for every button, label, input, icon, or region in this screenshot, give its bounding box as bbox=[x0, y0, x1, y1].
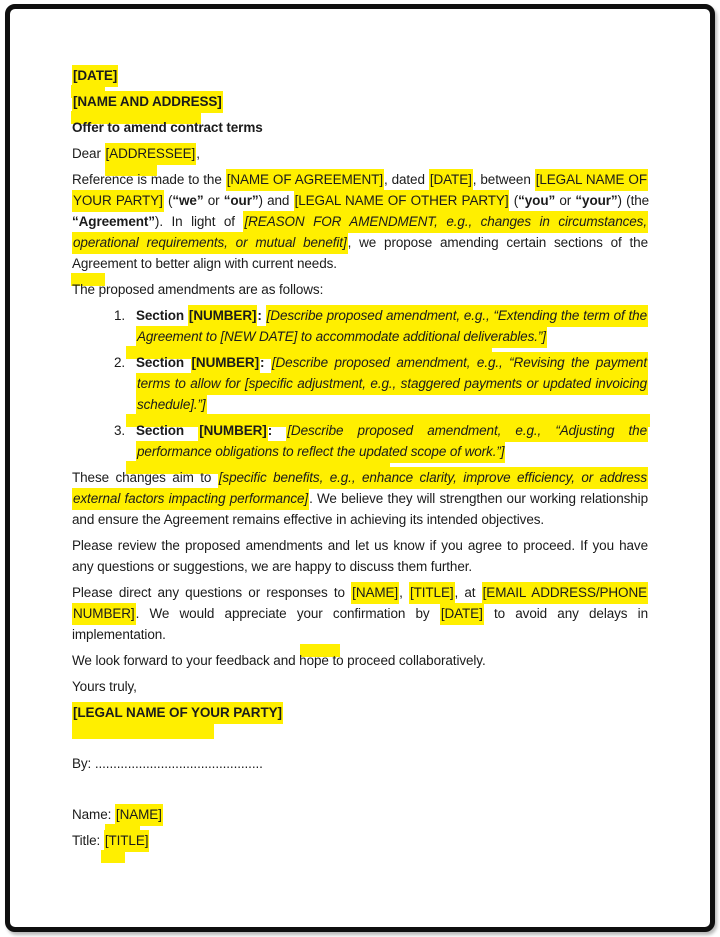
list-item-text bbox=[136, 352, 648, 415]
text-run: ( bbox=[163, 193, 173, 208]
placeholder-highlight: [LEGAL NAME OF YOUR PARTY] bbox=[72, 702, 283, 724]
text-run: : bbox=[257, 308, 262, 323]
signature-by-line bbox=[72, 753, 648, 774]
placeholder-highlight: [NUMBER] bbox=[191, 352, 260, 374]
text-run: Title: bbox=[72, 833, 104, 848]
text-run: We look forward to your feedback and hope to proceed collaboratively. bbox=[72, 653, 486, 668]
highlight-spill bbox=[72, 722, 214, 739]
text-run: to avoid any delays in implementation. bbox=[72, 606, 648, 642]
placeholder-highlight: [NAME] bbox=[115, 804, 163, 826]
subject-line bbox=[72, 117, 648, 138]
signature-title-line bbox=[72, 830, 648, 851]
text-run: Please direct any questions or responses to bbox=[72, 585, 352, 600]
placeholder-highlight: [Describe proposed amendment, e.g., “Revising the payment terms to allow for [specific adjustment, e.g., staggered payments or updated invoicing schedule].”] bbox=[136, 352, 648, 416]
text-run: . We believe they will strengthen our working relationship and ensure the Agreement remains effective in achieving its intended objectives. bbox=[72, 491, 648, 527]
text-run: : bbox=[267, 423, 273, 438]
placeholder-highlight: [NUMBER] bbox=[188, 305, 257, 327]
text-run: Section bbox=[136, 308, 188, 323]
text-run: or bbox=[555, 193, 576, 208]
placeholder-highlight: [Describe proposed amendment, e.g., “Extending the term of the Agreement to [NEW DATE] to accommodate additional deliverables.”] bbox=[136, 305, 648, 348]
highlight-spill bbox=[101, 850, 125, 863]
text-run: Yours truly, bbox=[72, 679, 137, 694]
salutation-line bbox=[72, 143, 648, 164]
placeholder-highlight: [NAME AND ADDRESS] bbox=[72, 91, 223, 113]
paragraph-closing bbox=[72, 650, 648, 671]
text-run: “Agreement” bbox=[72, 214, 155, 229]
paragraph-list-intro bbox=[72, 279, 648, 300]
text-run: ) (the bbox=[617, 193, 650, 208]
paragraph-review bbox=[72, 535, 648, 577]
text-run: Section bbox=[136, 355, 191, 370]
text-run: ). In light of bbox=[154, 214, 244, 229]
placeholder-highlight: [NAME] bbox=[351, 582, 399, 604]
list-item-text bbox=[136, 305, 648, 347]
placeholder-highlight: [specific benefits, e.g., enhance clarity, improve efficiency, or address external factors impacting performance] bbox=[72, 467, 648, 510]
list-item-1 bbox=[72, 305, 648, 347]
text-run: ) and bbox=[258, 193, 294, 208]
list-item-number: 1. bbox=[114, 308, 126, 323]
text-run: Reference is made to the bbox=[72, 172, 226, 187]
text-run: or bbox=[203, 193, 224, 208]
text-run: Please review the proposed amendments and let us know if you agree to proceed. If you have any questions or suggestions, we are happy to discuss them further. bbox=[72, 538, 648, 574]
text-run: Name: bbox=[72, 807, 115, 822]
placeholder-highlight: [DATE] bbox=[440, 603, 484, 625]
placeholder-highlight: [REASON FOR AMENDMENT, e.g., changes in circumstances, operational requirements, or mutual benefit] bbox=[72, 211, 648, 254]
list-item-number: 3. bbox=[114, 423, 126, 438]
text-run: : bbox=[259, 355, 265, 370]
text-run: , between bbox=[472, 172, 535, 187]
text-run: “you” bbox=[518, 193, 556, 208]
list-item-number: 2. bbox=[114, 355, 126, 370]
text-run: , dated bbox=[383, 172, 429, 187]
name-address-placeholder-line bbox=[72, 91, 648, 112]
placeholder-highlight: [EMAIL ADDRESS/PHONE NUMBER] bbox=[72, 582, 648, 625]
placeholder-highlight: [DATE] bbox=[72, 65, 118, 87]
text-run: , bbox=[196, 146, 200, 161]
paragraph-reference bbox=[72, 169, 648, 274]
placeholder-highlight: [DATE] bbox=[429, 169, 473, 191]
text-run: By: .............................................. bbox=[72, 756, 263, 771]
text-run: , at bbox=[454, 585, 482, 600]
list-item-text bbox=[136, 420, 648, 462]
text-run: “we” bbox=[172, 193, 204, 208]
placeholder-highlight: [TITLE] bbox=[104, 830, 150, 852]
signature-name-line bbox=[72, 804, 648, 825]
text-run: ( bbox=[509, 193, 519, 208]
placeholder-highlight: [NAME OF AGREEMENT] bbox=[226, 169, 384, 191]
date-placeholder-line bbox=[72, 65, 648, 86]
text-run: . We would appreciate your confirmation by bbox=[135, 606, 440, 621]
text-run bbox=[264, 355, 270, 370]
list-item-3 bbox=[72, 420, 648, 462]
letter-content bbox=[72, 65, 648, 856]
list-item-2 bbox=[72, 352, 648, 415]
text-run: , we propose amending certain sections of the Agreement to better align with current needs. bbox=[72, 235, 649, 271]
text-run: The proposed amendments are as follows: bbox=[72, 282, 324, 297]
placeholder-highlight: [LEGAL NAME OF YOUR PARTY] bbox=[72, 169, 648, 212]
paragraph-changes bbox=[72, 467, 648, 530]
placeholder-highlight: [Describe proposed amendment, e.g., “Adjusting the performance obligations to reflect the updated scope of work.”] bbox=[136, 420, 648, 463]
placeholder-highlight: [TITLE] bbox=[409, 582, 455, 604]
text-run: Dear bbox=[72, 146, 105, 161]
placeholder-highlight: [LEGAL NAME OF OTHER PARTY] bbox=[294, 190, 510, 212]
placeholder-highlight: [NUMBER] bbox=[198, 420, 267, 442]
text-run: “your” bbox=[575, 193, 618, 208]
valediction-line bbox=[72, 676, 648, 697]
amendments-list bbox=[72, 305, 648, 462]
paragraph-contact bbox=[72, 582, 648, 645]
placeholder-highlight: [ADDRESSEE] bbox=[105, 143, 197, 165]
text-run bbox=[272, 423, 286, 438]
document-page bbox=[5, 4, 715, 932]
text-run: , bbox=[399, 585, 409, 600]
text-run: These changes aim to bbox=[72, 470, 218, 485]
text-run: Offer to amend contract terms bbox=[72, 120, 263, 135]
text-run: “our” bbox=[223, 193, 259, 208]
signature-party-line bbox=[72, 702, 648, 723]
text-run: Section bbox=[136, 423, 199, 438]
